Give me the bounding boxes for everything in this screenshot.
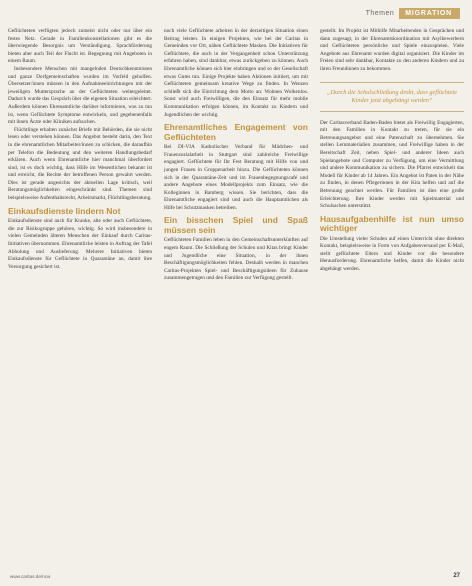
paragraph: Einkaufsdienste sind auch für Kranke, alte oder auch Geflüchtete, die zur Risikogruppe gehören, wichtig. So wird insbesondere in vielen Gemeinden älteren Menschen der Einkauf durch Caritas-Initiativen übernommen. Ehrenamtliche leisten in Auftrag der Tafel Abholung und Auslieferung. Mehrere Initiativen bieten Einkaufsdienste für Geflüchtete in Quarantäne an, damit ihre Versorgung gesichert ist. bbox=[8, 218, 152, 270]
column-1 bbox=[8, 28, 152, 568]
subheading: Ein bisschen Spiel und Spaß müssen sein bbox=[164, 215, 308, 235]
paragraph: gestellt. Im Projekt ist Mithilfe Mitarbeitenden in Gesprächen und dann zugesagt, in der Ehrenamtskoordination mit Asylbewerbern und Geflüchteten persönliche und Spiele einzuspielen. Viele Angebote aus Ehrenamt wurden digital organisiert. Die Kinder im Freien sind sehr dankbar, Kontakte zu den anderen Kindern und zu ihren Freundinnen zu bekommen. bbox=[320, 28, 464, 72]
paragraph: Geflüchteten Familien leben in den Gemeinschaftsunterkünften auf engem Raum. Die Schließung der Schulen und Kitas bringt Kinder und Jugendliche eine Situation, in der ihnen Beschäftigungsmöglichkeiten fehlen. Deshalb werden in manchen Caritas-Projekten Spiel- und Beschäftigungsideen für Zuhause zusammengetragen und den Familien zur Verfügung gestellt. bbox=[164, 237, 308, 282]
column-2 bbox=[164, 28, 308, 568]
page-header bbox=[366, 6, 460, 20]
subheading: Einkaufsdienste lindern Not bbox=[8, 205, 121, 216]
paragraph: Flüchtlinge erhalten zunächst Briefe mit Behörden, die sie nicht lesen oder verstehen können. Das Angebot besteht darin, den Text in die ehrenamtlichen Mitarbeiter/innen zu schicken, die daraufhin per Telefon die Bedeutung und den weiteren Handlungsbedarf erklären. Auch wenn Ehrenamtliche hier manchmal überfordert sind, ist es doch wichtig, dass Hilfe im Wesentlichen bekannt ist und erreicht, die Rechte der betroffenen Person gewahrt werden. Dies ist gerade angesichts der aktuellen Lage kritisch, weil Beratungsmöglichkeiten eingeschränkt sind. Themen sind beispielsweise Aufenthaltsrecht, Arbeitsmarkt, Flüchtlingsberatung. bbox=[8, 126, 152, 202]
paragraph: Insbesondere Menschen mit mangelnden Deutschkenntnissen und ganze Dorfgemeinschaften wurden im Vorfeld geholfen. Übersetzer/innen müssen in den Aufnahmeeinrichtungen mit der jeweiligen Muttersprache an der Geflüchteten weitergeleitet. Dadurch wurde das Gespräch über die eigenen Situation erleichtert. Außerdem können Ehrenamtliche darüber informieren, was zu tun ist, wenn Geflüchtete Symptome entwickeln, und gegebenenfalls mit ihnen Ärzte oder Kliniken aufsuchen. bbox=[8, 65, 152, 126]
section-label: Themen bbox=[365, 9, 395, 17]
paragraph: noch viele Geflüchtete arbeiten in der derzeitigen Situation einen Beitrag leisten. In einigen Projekten, wie bei der Caritas in Gemeinden vor Ort, nähen Geflüchtete Masken. Die Initiativen für Geflüchtete, die auch in der Vergangenheit schon Unterstützung erfahren haben, sind dankbar, etwas zurückgeben zu können. Auch Ehrenamtliche können sich hier einbringen und so der Gesellschaft etwas Gutes tun. Einige Projekte haben Aktionen initiiert, um mit Geflüchteten gemeinsam kreative Wege zu finden. In Wenzen schließt sich die Einrichtung dem Motto an: Wohnen Wolkenlos. Sonst wird auch Freiwilligen, die den Einsatz für mehr mobile Kommunikation erfolgen können, im Kontakt zu Kindern und Jugendlichen der wichtig. bbox=[164, 28, 308, 118]
column-3 bbox=[320, 28, 464, 568]
paragraph: Der Caritasverband Baden-Baden bietet als Freiwillig Engagierten, mit den Familien in Kontakt zu treten, für sie ein Betreuungsangebot und eine Patenschaft zu übernehmen. Sie stellen Lernmaterialien zusammen, und Freiwillige haben in der Bereitschaft Zeit, neben Spiel- und anderer Ideen auch Spielangebote und Computer zu Verfügung, um eine Vermittlung und andere Kommunikation zu sichern. Die Pfarrei entwickelt das Modell für Kinder ab 14 Jahren. Ein Angebot ist Paten in der Nähe zu finden, in denen Pflegerinnen in der Kita helfen und auf die Betreuung geachtet werden. Für Familien ist dies eine große Erleichterung. Ihre Kinder werden mit Spielmaterial und Schulsachen unterstützt. bbox=[320, 119, 464, 210]
subheading: Ehrenamtliches Engagement von Geflüchteten bbox=[164, 122, 308, 142]
paragraph: Die Umstellung vieler Schulen auf einen Unterricht ohne direkten Kontakt, beispielsweise in Form von Aufgabenversand per E-Mail, stellt geflüchtete Eltern und Kinder vor die besondere Herausforderung. Ehrenamtliche helfen, damit die Kinder nicht abgehängt werden. bbox=[320, 235, 464, 273]
page-number: 27 bbox=[453, 573, 460, 579]
footer-url: www.caritas.de/ncw bbox=[10, 573, 51, 579]
paragraph: Bei DI-VIA Katholischer Verband für Mädchen- und Frauensozialarbeit in Stuttgart sind zahlreiche Freiwillige engagiert. Geflüchtete für Ihr Fest Beratung mit Hilfe von und jungen Frauen in Gruppenarbeit hinzu. Die Geflüchteten können sich in der Quarantäne-Zeit und im Frauenbegegnungscafé und andere Angebote eines Modellprojekts zum Einsatz, wie die Kolleginnen in Bamberg wissen. Sie berichten, dass die Ehrenamtliche engagiert sind und auch die Hauptamtlichen als Hilfe bei Schutzmasken betreiben. bbox=[164, 144, 308, 211]
subheading: Hausaufgabenhilfe ist nun umso wichtiger bbox=[320, 213, 464, 234]
page-footer bbox=[10, 571, 460, 581]
section-tag: MIGRATION bbox=[399, 8, 460, 19]
paragraph: Geflüchteten verfügten jedoch zumeist nicht oder nur über ein festes Netz. Gerade in Familienkonstellationen gibt es die überwiegende Besorgnis um Verständigung. Sprachförderung bieten aber auch Teil der Flucht ist. Begegnung mit Angeboten in einem Raum. bbox=[8, 28, 152, 65]
pull-quote: „Durch die Schulschließung droht, dass geflüchtete Kinder jetzt abgehängt werden“ bbox=[320, 82, 464, 112]
article-body bbox=[8, 28, 464, 568]
